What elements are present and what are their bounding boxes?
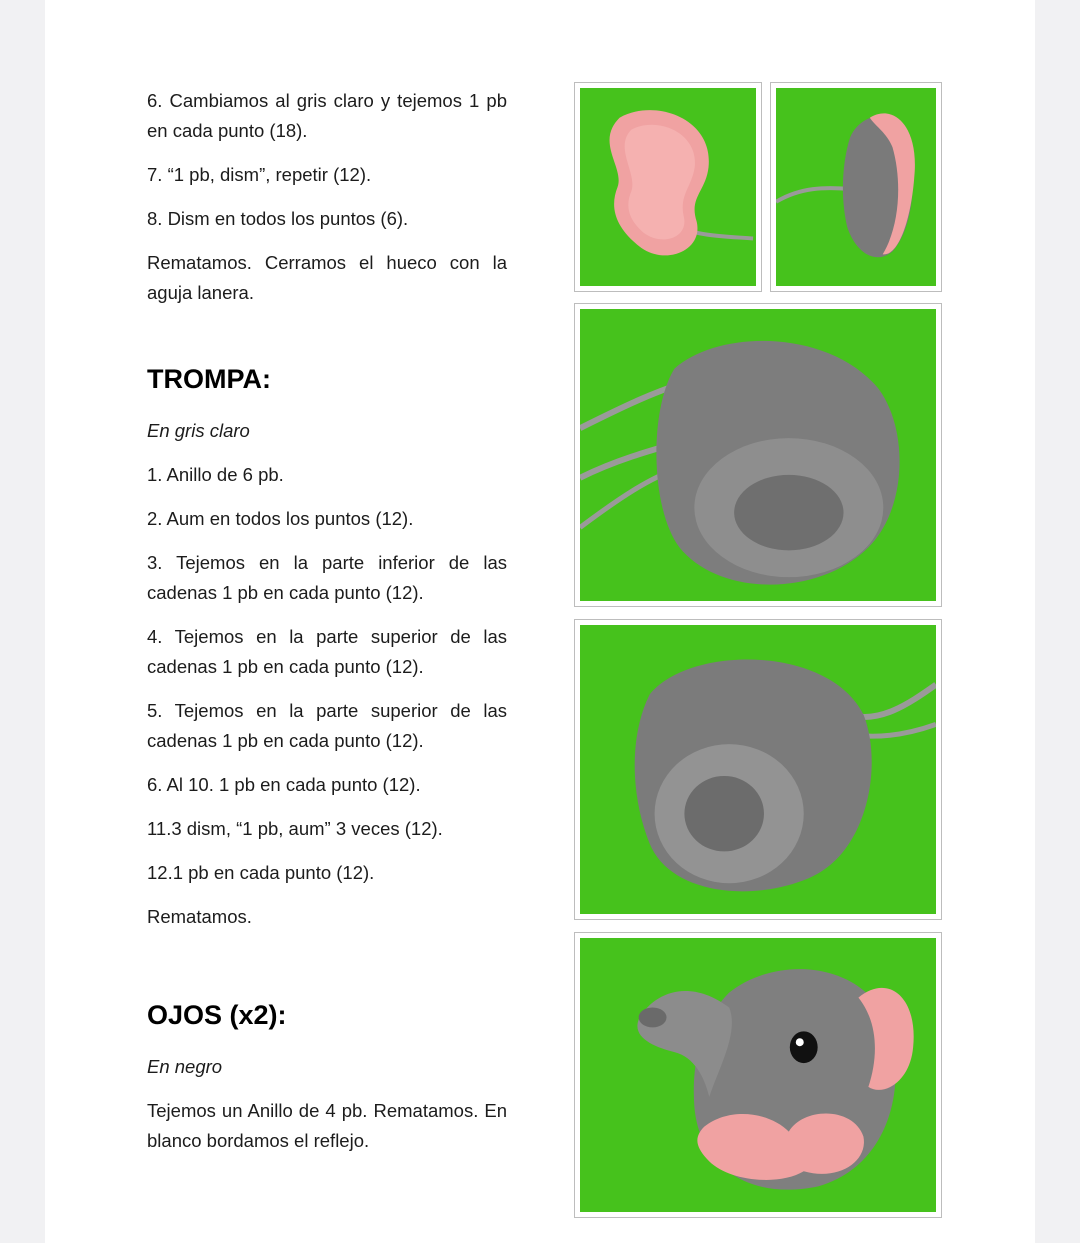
trompa-step-12: 12.1 pb en cada punto (12). — [147, 862, 375, 883]
ear-side-photo — [770, 82, 942, 292]
trompa-step-3: 3. Tejemos en la parte inferior de las cadenas 1 pb en cada punto (12). — [147, 552, 507, 603]
elephant-head-photo — [574, 932, 942, 1218]
pattern-text-column — [147, 86, 507, 1156]
document-page — [45, 0, 1035, 1243]
trompa-step-4: 4. Tejemos en la parte superior de las cadenas 1 pb en cada punto (12). — [147, 626, 507, 677]
ear-front-photo — [574, 82, 762, 292]
trompa-photo-1 — [574, 303, 942, 607]
trompa-finish: Rematamos. — [147, 906, 252, 927]
trompa-color-note: En gris claro — [147, 420, 250, 441]
trompa-heading: TROMPA: — [147, 364, 271, 394]
ear-finish-note: Rematamos. Cerramos el hueco con la aguja lanera. — [147, 252, 507, 303]
ojos-color-note: En negro — [147, 1056, 223, 1077]
ojos-heading: OJOS (x2): — [147, 1000, 287, 1030]
ear-step-7: 7. “1 pb, dism”, repetir (12). — [147, 164, 372, 185]
trompa-step-6: 6. Al 10. 1 pb en cada punto (12). — [147, 774, 421, 795]
trompa-step-11: 11.3 dism, “1 pb, aum” 3 veces (12). — [147, 818, 443, 839]
ojos-instructions: Tejemos un Anillo de 4 pb. Rematamos. En blanco bordamos el reflejo. — [147, 1100, 507, 1151]
trompa-photo-2 — [574, 619, 942, 920]
trompa-step-2: 2. Aum en todos los puntos (12). — [147, 508, 414, 529]
ear-step-6: 6. Cambiamos al gris claro y tejemos 1 pb en cada punto (18). — [147, 90, 507, 141]
ear-step-8: 8. Dism en todos los puntos (6). — [147, 208, 409, 229]
trompa-step-5: 5. Tejemos en la parte superior de las cadenas 1 pb en cada punto (12). — [147, 700, 507, 751]
trompa-step-1: 1. Anillo de 6 pb. — [147, 464, 284, 485]
